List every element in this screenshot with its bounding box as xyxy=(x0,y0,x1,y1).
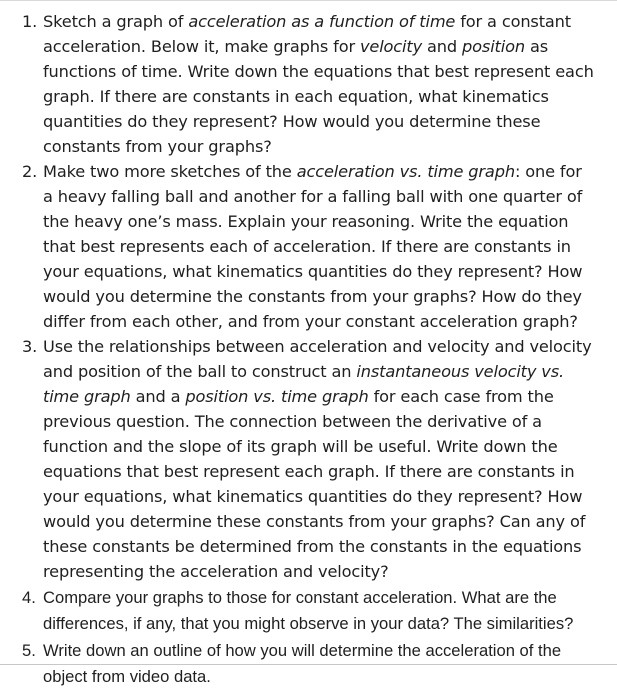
question-text-segment: and a xyxy=(130,387,186,406)
question-text-5 xyxy=(43,641,561,686)
question-text-3 xyxy=(43,337,592,581)
question-item-5 xyxy=(0,638,617,689)
question-text-segment: for each case from the previous question. The connection between the derivative of a function and the slope of its graph will be useful. Write down the equations that best represent each graph. If there are constants in your equations, what kinematics quantities do they represent? How would you determine these constants from your graphs? Can any of these constants be determined from the constants in the equations representing the acceleration and velocity? xyxy=(43,387,586,581)
question-text-4 xyxy=(43,588,573,633)
question-text-segment: for a constant acceleration. Below it, make graphs for xyxy=(43,12,571,56)
question-text-segment: Write down an outline of how you will determine the acceleration of the object from video data. xyxy=(43,641,562,686)
question-text-emphasis: position xyxy=(462,37,525,56)
question-text-segment: Use the relationships between acceleration and velocity and velocity and position of the ball to construct an xyxy=(43,337,592,381)
question-text-segment: Compare your graphs to those for constant acceleration. What are the differences, if any, that you might observe in your data? The similarities? xyxy=(43,588,574,633)
question-text-segment: and xyxy=(422,37,463,56)
question-text-segment: Make two more sketches of the xyxy=(43,162,297,181)
question-text-emphasis: acceleration vs. time graph xyxy=(296,162,515,181)
question-text-segment: as functions of time. Write down the equations that best represent each graph. If there are constants in each equation, what kinematics quantities do they represent? How would you determine these constants from your graphs? xyxy=(43,37,594,156)
question-item-1 xyxy=(0,9,617,159)
question-text-emphasis: velocity xyxy=(359,37,423,56)
question-list xyxy=(0,9,617,689)
question-number: 3. xyxy=(22,337,38,356)
question-item-4 xyxy=(0,585,617,636)
question-text-2 xyxy=(43,162,582,331)
question-item-2 xyxy=(0,159,617,334)
question-item-3 xyxy=(0,334,617,584)
question-text-1 xyxy=(43,12,594,156)
question-text-emphasis: position vs. time graph xyxy=(185,387,369,406)
question-text-segment: : one for a heavy falling ball and another for a falling ball with one quarter of the heavy one’s mass. Explain your reasoning. Write the equation that best represents each of acceleration. If there are constants in your equations, what kinematics quantities do they represent? How would you determine the constants from your graphs? How do they differ from each other, and from your constant acceleration graph? xyxy=(43,162,583,331)
question-number: 1. xyxy=(22,12,38,31)
question-number: 5. xyxy=(22,641,36,660)
question-number: 2. xyxy=(22,162,38,181)
question-number: 4. xyxy=(22,588,36,607)
question-text-emphasis: acceleration as a function of time xyxy=(188,12,456,31)
question-text-emphasis: instantaneous velocity vs. time graph xyxy=(43,362,565,406)
question-text-segment: Sketch a graph of xyxy=(43,12,189,31)
